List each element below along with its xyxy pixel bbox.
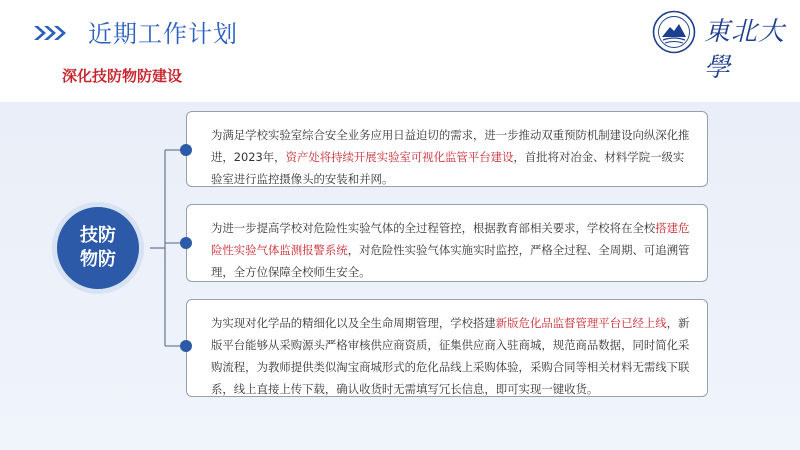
- card-highlight: 新版危化品监督管理平台已经上线: [495, 316, 667, 330]
- card-text: 为实现对化学品的精细化以及全生命周期管理，学校搭建: [211, 316, 496, 330]
- page-title: 近期工作计划: [88, 20, 238, 48]
- connector-dot: [180, 237, 192, 249]
- card-text: ，新版平台能够从采购源头严格审核供应商资质，征集供应商入驻商城，规范商品数据，同时简化采购流程，为教师提供类似淘宝商城形式的危化品线上采购体验，采购合同等相关材料无需线下联系，线上直接上传下载，确认收货时无需填写冗长信息，即可实现一键收货。: [211, 316, 690, 396]
- connector-dot: [180, 340, 192, 352]
- card-highlight: 资产处将持续开展实验室可视化监管平台建设: [285, 150, 514, 164]
- card-text: 为满足学校实验室综合安全业务应用日益迫切的需求，进一步推动双重预防机制建设向纵深化推进，2023年，: [211, 128, 690, 164]
- university-logo-text: 東北大學: [704, 17, 786, 83]
- card-text: ，首批将对冶金、材料学院一级实验室进行监控摄像头的安装和并网。: [211, 150, 685, 186]
- card-text: 为进一步提高学校对危险性实验气体的全过程管控，根据教育部相关要求，学校将在全校: [211, 221, 656, 235]
- card-text: ，对危险性实验气体实施实时监控，严格全过程、全周期、可追溯管理，全方位保障全校师生安全。: [211, 243, 690, 279]
- section-title: 深化技防物防建设: [62, 67, 183, 85]
- connector-dot: [180, 144, 192, 156]
- card-highlight: 搭建危险性实验气体监测报警系统: [211, 221, 690, 257]
- badge-line-1: 技防: [80, 225, 116, 246]
- badge-line-2: 物防: [80, 249, 116, 270]
